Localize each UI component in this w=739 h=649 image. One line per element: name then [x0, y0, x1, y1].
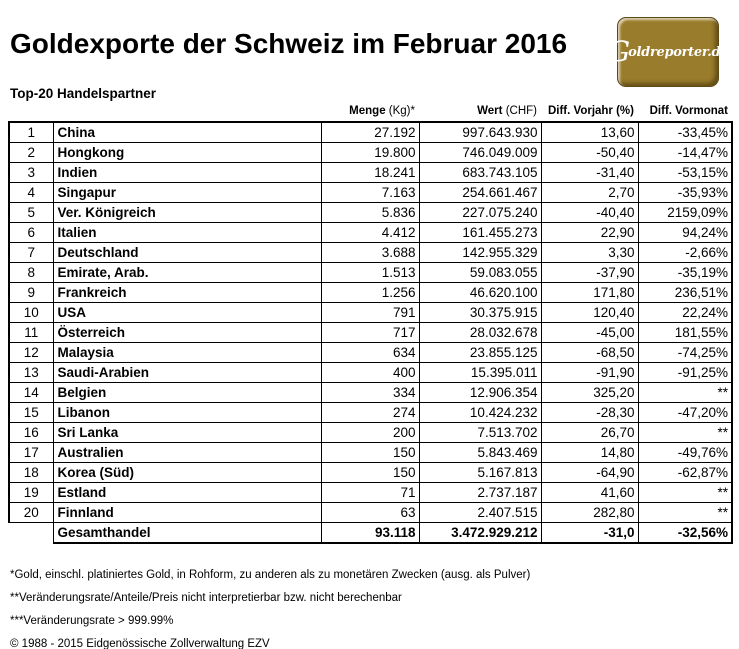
- footnote-line: *Gold, einschl. platiniertes Gold, in Rohform, zu anderen als zu monetären Zwecken (ausg. als Pulver): [10, 569, 531, 581]
- wert-cell: 10.424.232: [419, 403, 541, 423]
- rank-cell: 14: [9, 383, 53, 403]
- country-cell: Singapur: [53, 183, 321, 203]
- diff-vorjahr-cell: -45,00: [541, 323, 638, 343]
- diff-vormonat-cell: 236,51%: [638, 283, 732, 303]
- rank-cell: 9: [9, 283, 53, 303]
- rank-cell: 1: [9, 122, 53, 143]
- country-cell: Deutschland: [53, 243, 321, 263]
- diff-vorjahr-cell: 325,20: [541, 383, 638, 403]
- diff-vormonat-cell: -2,66%: [638, 243, 732, 263]
- diff-vorjahr-cell: -31,40: [541, 163, 638, 183]
- table-row: [9, 363, 732, 383]
- diff-vormonat-cell: **: [638, 483, 732, 503]
- diff-vormonat-cell: 181,55%: [638, 323, 732, 343]
- rank-cell: 16: [9, 423, 53, 443]
- menge-cell: 7.163: [321, 183, 419, 203]
- country-cell: Österreich: [53, 323, 321, 343]
- col-header-menge: [320, 104, 418, 118]
- wert-cell: 2.737.187: [419, 483, 541, 503]
- diff-vormonat-cell: 22,24%: [638, 303, 732, 323]
- country-cell: Italien: [53, 223, 321, 243]
- wert-cell: 5.843.469: [419, 443, 541, 463]
- wert-cell: 7.513.702: [419, 423, 541, 443]
- menge-cell: 334: [321, 383, 419, 403]
- country-cell: Saudi-Arabien: [53, 363, 321, 383]
- diff-vormonat-cell: -35,93%: [638, 183, 732, 203]
- table-row: [9, 243, 732, 263]
- menge-cell: 4.412: [321, 223, 419, 243]
- diff-vormonat-cell: -74,25%: [638, 343, 732, 363]
- table-row: [9, 223, 732, 243]
- country-cell: China: [53, 122, 321, 143]
- table-subtitle: Top-20 Handelspartner: [10, 86, 157, 101]
- table-body: [9, 122, 732, 543]
- rank-cell: 4: [9, 183, 53, 203]
- menge-cell: 274: [321, 403, 419, 423]
- diff-vorjahr-cell: 2,70: [541, 183, 638, 203]
- col-header-diff-vorjahr-bold: Diff. Vorjahr (%): [547, 105, 634, 117]
- diff-vormonat-cell: -35,19%: [638, 263, 732, 283]
- wert-cell: 15.395.011: [419, 363, 541, 383]
- wert-cell: 59.083.055: [419, 263, 541, 283]
- rank-cell: 15: [9, 403, 53, 423]
- diff-vorjahr-cell: 13,60: [541, 122, 638, 143]
- diff-vorjahr-cell: -64,90: [541, 463, 638, 483]
- table-row: [9, 263, 732, 283]
- diff-vorjahr-cell: -50,40: [541, 143, 638, 163]
- menge-cell: 717: [321, 323, 419, 343]
- country-cell: Sri Lanka: [53, 423, 321, 443]
- footnote-line: ***Veränderungsrate > 999.99%: [10, 615, 174, 627]
- diff-vorjahr-cell: 22,90: [541, 223, 638, 243]
- country-cell: Ver. Königreich: [53, 203, 321, 223]
- rank-cell: 5: [9, 203, 53, 223]
- rank-cell: 13: [9, 363, 53, 383]
- wert-cell: 142.955.329: [419, 243, 541, 263]
- diff-vorjahr-cell: -40,40: [541, 203, 638, 223]
- wert-cell: 23.855.125: [419, 343, 541, 363]
- diff-vorjahr-cell: -28,30: [541, 403, 638, 423]
- diff-vormonat-cell: -14,47%: [638, 143, 732, 163]
- wert-cell: 30.375.915: [419, 303, 541, 323]
- table-row: [9, 463, 732, 483]
- wert-cell: 5.167.813: [419, 463, 541, 483]
- diff-vorjahr-cell: 41,60: [541, 483, 638, 503]
- wert-cell: 254.661.467: [419, 183, 541, 203]
- table-row: [9, 183, 732, 203]
- country-cell: Korea (Süd): [53, 463, 321, 483]
- diff-vorjahr-cell: -31,0: [541, 523, 638, 544]
- col-header-diff-vorjahr: [540, 104, 637, 118]
- diff-vorjahr-cell: 26,70: [541, 423, 638, 443]
- country-cell: Frankreich: [53, 283, 321, 303]
- col-header-diff-vormonat-bold: Diff. Vormonat: [649, 105, 728, 117]
- diff-vorjahr-cell: 3,30: [541, 243, 638, 263]
- wert-cell: 746.049.009: [419, 143, 541, 163]
- rank-cell: 7: [9, 243, 53, 263]
- menge-cell: 3.688: [321, 243, 419, 263]
- table-row: [9, 343, 732, 363]
- diff-vormonat-cell: **: [638, 423, 732, 443]
- menge-cell: 19.800: [321, 143, 419, 163]
- total-row: [9, 523, 732, 544]
- country-cell: Hongkong: [53, 143, 321, 163]
- diff-vormonat-cell: 2159,09%: [638, 203, 732, 223]
- wert-cell: 12.906.354: [419, 383, 541, 403]
- menge-cell: 27.192: [321, 122, 419, 143]
- wert-cell: 227.075.240: [419, 203, 541, 223]
- rank-cell: 2: [9, 143, 53, 163]
- diff-vormonat-cell: **: [638, 503, 732, 523]
- menge-cell: 150: [321, 463, 419, 483]
- table-row: [9, 423, 732, 443]
- table-row: [9, 323, 732, 343]
- diff-vorjahr-cell: 120,40: [541, 303, 638, 323]
- table-row: [9, 483, 732, 503]
- table-row: [9, 143, 732, 163]
- country-cell: Finnland: [53, 503, 321, 523]
- wert-cell: 161.455.273: [419, 223, 541, 243]
- wert-cell: 28.032.678: [419, 323, 541, 343]
- column-headers: [8, 104, 731, 118]
- menge-cell: 634: [321, 343, 419, 363]
- col-header-menge-rest: (Kg)*: [385, 105, 415, 117]
- country-cell: Malaysia: [53, 343, 321, 363]
- logo-text: oldreporter.de: [628, 44, 729, 60]
- menge-cell: 93.118: [321, 523, 419, 544]
- rank-cell: 6: [9, 223, 53, 243]
- diff-vormonat-cell: 94,24%: [638, 223, 732, 243]
- column-header-spacer: [8, 104, 320, 118]
- goldreporter-logo: [607, 17, 729, 87]
- diff-vorjahr-cell: 171,80: [541, 283, 638, 303]
- diff-vorjahr-cell: -91,90: [541, 363, 638, 383]
- menge-cell: 71: [321, 483, 419, 503]
- menge-cell: 150: [321, 443, 419, 463]
- footnote-line: **Veränderungsrate/Anteile/Preis nicht interpretierbar bzw. nicht berechenbar: [10, 592, 402, 604]
- rank-cell: 10: [9, 303, 53, 323]
- menge-cell: 200: [321, 423, 419, 443]
- wert-cell: 997.643.930: [419, 122, 541, 143]
- rank-cell: 12: [9, 343, 53, 363]
- table-row: [9, 303, 732, 323]
- footnotes: [10, 568, 530, 649]
- country-cell: USA: [53, 303, 321, 323]
- diff-vormonat-cell: -53,15%: [638, 163, 732, 183]
- country-cell: Gesamthandel: [53, 523, 321, 544]
- country-cell: Belgien: [53, 383, 321, 403]
- col-header-diff-vormonat: [637, 104, 731, 118]
- table-row: [9, 383, 732, 403]
- rank-cell: [9, 523, 53, 544]
- logo-initial: G: [607, 35, 631, 68]
- table-row: [9, 203, 732, 223]
- diff-vormonat-cell: -62,87%: [638, 463, 732, 483]
- country-cell: Libanon: [53, 403, 321, 423]
- col-header-wert-rest: (CHF): [502, 105, 537, 117]
- rank-cell: 17: [9, 443, 53, 463]
- table-row: [9, 443, 732, 463]
- rank-cell: 3: [9, 163, 53, 183]
- country-cell: Australien: [53, 443, 321, 463]
- wert-cell: 2.407.515: [419, 503, 541, 523]
- menge-cell: 63: [321, 503, 419, 523]
- menge-cell: 791: [321, 303, 419, 323]
- diff-vormonat-cell: -32,56%: [638, 523, 732, 544]
- diff-vormonat-cell: -91,25%: [638, 363, 732, 383]
- page-title: Goldexporte der Schweiz im Februar 2016: [10, 28, 568, 59]
- menge-cell: 1.513: [321, 263, 419, 283]
- country-cell: Estland: [53, 483, 321, 503]
- rank-cell: 8: [9, 263, 53, 283]
- table-row: [9, 283, 732, 303]
- menge-cell: 18.241: [321, 163, 419, 183]
- country-cell: Emirate, Arab.: [53, 263, 321, 283]
- rank-cell: 11: [9, 323, 53, 343]
- rank-cell: 18: [9, 463, 53, 483]
- footnote-line: © 1988 - 2015 Eidgenössische Zollverwaltung EZV: [10, 638, 270, 649]
- diff-vorjahr-cell: 282,80: [541, 503, 638, 523]
- diff-vormonat-cell: **: [638, 383, 732, 403]
- diff-vorjahr-cell: 14,80: [541, 443, 638, 463]
- country-cell: Indien: [53, 163, 321, 183]
- menge-cell: 5.836: [321, 203, 419, 223]
- menge-cell: 400: [321, 363, 419, 383]
- table-row: [9, 122, 732, 143]
- diff-vormonat-cell: -33,45%: [638, 122, 732, 143]
- trade-partners-table: [8, 121, 733, 544]
- col-header-wert-bold: Wert: [477, 105, 503, 117]
- rank-cell: 19: [9, 483, 53, 503]
- diff-vormonat-cell: -47,20%: [638, 403, 732, 423]
- diff-vorjahr-cell: -37,90: [541, 263, 638, 283]
- table-row: [9, 403, 732, 423]
- table-row: [9, 163, 732, 183]
- menge-cell: 1.256: [321, 283, 419, 303]
- wert-cell: 683.743.105: [419, 163, 541, 183]
- wert-cell: 3.472.929.212: [419, 523, 541, 544]
- diff-vorjahr-cell: -68,50: [541, 343, 638, 363]
- col-header-wert: [418, 104, 540, 118]
- wert-cell: 46.620.100: [419, 283, 541, 303]
- col-header-menge-bold: Menge: [349, 105, 386, 117]
- table-row: [9, 503, 732, 523]
- diff-vormonat-cell: -49,76%: [638, 443, 732, 463]
- rank-cell: 20: [9, 503, 53, 523]
